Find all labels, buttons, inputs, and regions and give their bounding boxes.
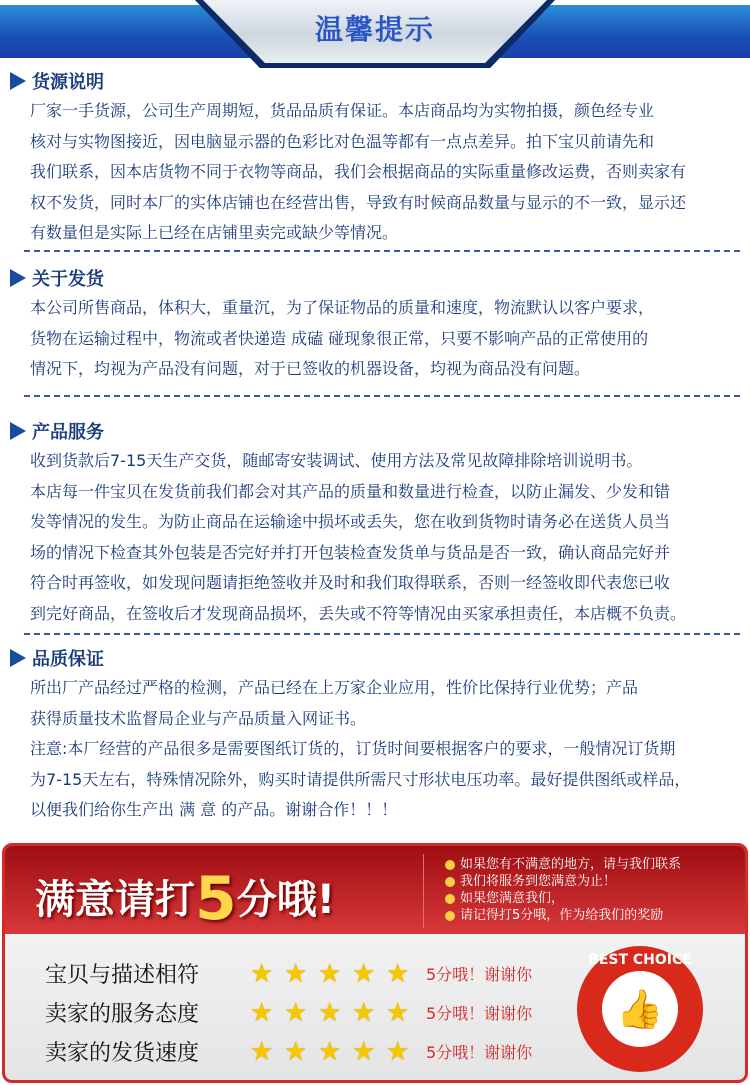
badge-text: BEST CHOICE [588,952,692,968]
arrow-icon [10,422,26,440]
slogan-number: 5 [195,864,237,934]
rating-thanks: 5分哦！谢谢你 [426,1043,533,1062]
arrow-icon [10,649,26,667]
section-heading [0,263,750,293]
rating-label: 宝贝与描述相符 [45,963,200,988]
section-line: 到完好商品，在签收后才发现商品损坏，丢失或不符等情况由买家承担责任，本店概不负责。 [30,603,687,623]
best-choice-badge [577,946,703,1072]
section [0,66,750,249]
bulb-icon [445,894,455,904]
bulb-icon [445,877,455,887]
arrow-icon [10,72,26,90]
star-icon: ★ [318,1036,342,1067]
section-line: 我们联系，因本店货物不同于衣物等商品，我们会根据商品的实际重量修改运费，否则卖家有 [30,162,687,181]
tip-item [445,873,681,890]
section-line: 货物在运输过程中，物流或者快递造 成磕 碰现象很正常，只要不影响产品的正常使用的 [30,328,649,348]
section [0,643,750,826]
thumbs-up-icon: 👍 [602,971,678,1047]
dashed-divider [24,250,740,252]
section-line: 场的情况下检查其外包装是否完好并打开包装检查发货单与货品是否一致，确认商品完好并 [30,542,671,562]
tip-item [445,907,681,924]
slogan-text-end: 分哦! [236,877,335,923]
page-title: 温馨提示 [314,13,435,46]
star-icon: ★ [284,997,308,1028]
tip-text: 如果您有不满意的地方，请与我们联系 [460,857,682,872]
section-line: 本公司所售商品，体积大，重量沉，为了保证物品的质量和速度，物流默认以客户要求， [30,298,655,317]
rating-row [45,993,532,1032]
tip-text: 请记得打5分哦，作为给我们的奖励 [460,908,664,923]
tip-text: 我们将服务到您满意为止！ [460,874,617,889]
section [0,416,750,629]
star-icon: ★ [352,958,376,989]
rating-row [45,954,532,993]
section-line: 核对与实物图接近，因电脑显示器的色彩比对色温等都有一点点差异。拍下宝贝前请先和 [30,131,655,151]
rating-thanks: 5分哦！谢谢你 [426,965,533,984]
section-heading [0,643,750,673]
rating-rows [45,954,532,1071]
star-icon: ★ [250,1036,274,1067]
tip-item [445,856,681,873]
section-line: 符合时再签收，如发现问题请拒绝签收并及时和我们取得联系，否则一经签收即代表您已收 [30,573,671,592]
section-line: 所出厂产品经过严格的检测，产品已经在上万家企业应用，性价比保持行业优势；产品 [30,678,639,697]
section-line: 权不发货，同时本厂的实体店铺也在经营出售，导致有时候商品数量与显示的不一致，显示还 [30,192,687,212]
section-line: 获得质量技术监督局企业与产品质量入网证书。 [30,708,367,728]
section-line: 情况下，均视为产品没有问题，对于已签收的机器设备，均视为商品没有问题。 [30,359,591,378]
tips-list [445,856,681,924]
star-icon: ★ [250,958,274,989]
section-line: 本店每一件宝贝在发货前我们都会对其产品的质量和数量进行检查，以防止漏发、少发和错 [30,481,671,501]
arrow-icon [10,269,26,287]
rating-row [45,1032,532,1071]
star-icon: ★ [352,997,376,1028]
bulb-icon [445,911,455,921]
section-line: 为7-15天左右，特殊情况除外，购买时请提供所需尺寸形状电压功率。最好提供图纸或样品， [30,769,691,789]
rating-label: 卖家的服务态度 [45,1002,200,1027]
section-line: 发等情况的发生。为防止商品在运输途中损坏或丢失，您在收到货物时请务必在送货人员当 [30,512,671,531]
divider [423,854,424,928]
star-icon: ★ [386,958,410,989]
star-icon: ★ [318,958,342,989]
rating-thanks: 5分哦！谢谢你 [426,1004,533,1023]
section-title: 货源说明 [32,72,104,93]
section-title: 关于发货 [32,269,104,290]
tip-text: 如果您满意我们， [460,891,565,906]
dashed-divider [24,633,740,635]
section-title: 品质保证 [32,649,104,670]
banner-top [5,846,745,934]
section-line: 以便我们给你生产出 满 意 的产品。谢谢合作！！！ [30,800,398,819]
slogan-text: 满意请打 [35,877,195,923]
section-heading [0,66,750,96]
dashed-divider [24,395,740,397]
section-heading [0,416,750,446]
section [0,263,750,385]
tip-item [445,890,681,907]
bulb-icon [445,860,455,870]
star-icon: ★ [386,997,410,1028]
section-line: 有数量但是实际上已经在店铺里卖完或缺少等情况。 [30,223,399,242]
star-icon: ★ [250,997,274,1028]
star-icon: ★ [284,958,308,989]
section-title: 产品服务 [32,422,104,443]
star-icon: ★ [352,1036,376,1067]
star-icon: ★ [318,997,342,1028]
star-icon: ★ [386,1036,410,1067]
rating-banner [2,843,748,1083]
section-line: 收到货款后7-15天生产交货，随邮寄安装调试、使用方法及常见故障排除培训说明书。 [30,451,643,470]
star-icon: ★ [284,1036,308,1067]
section-line: 厂家一手货源，公司生产周期短，货品品质有保证。本店商品均为实物拍摄，颜色经专业 [30,101,655,120]
slogan [35,864,335,934]
rating-label: 卖家的发货速度 [45,1041,200,1066]
section-line: 注意:本厂经营的产品很多是需要图纸订货的，订货时间要根据客户的要求，一般情况订货期 [30,739,676,758]
